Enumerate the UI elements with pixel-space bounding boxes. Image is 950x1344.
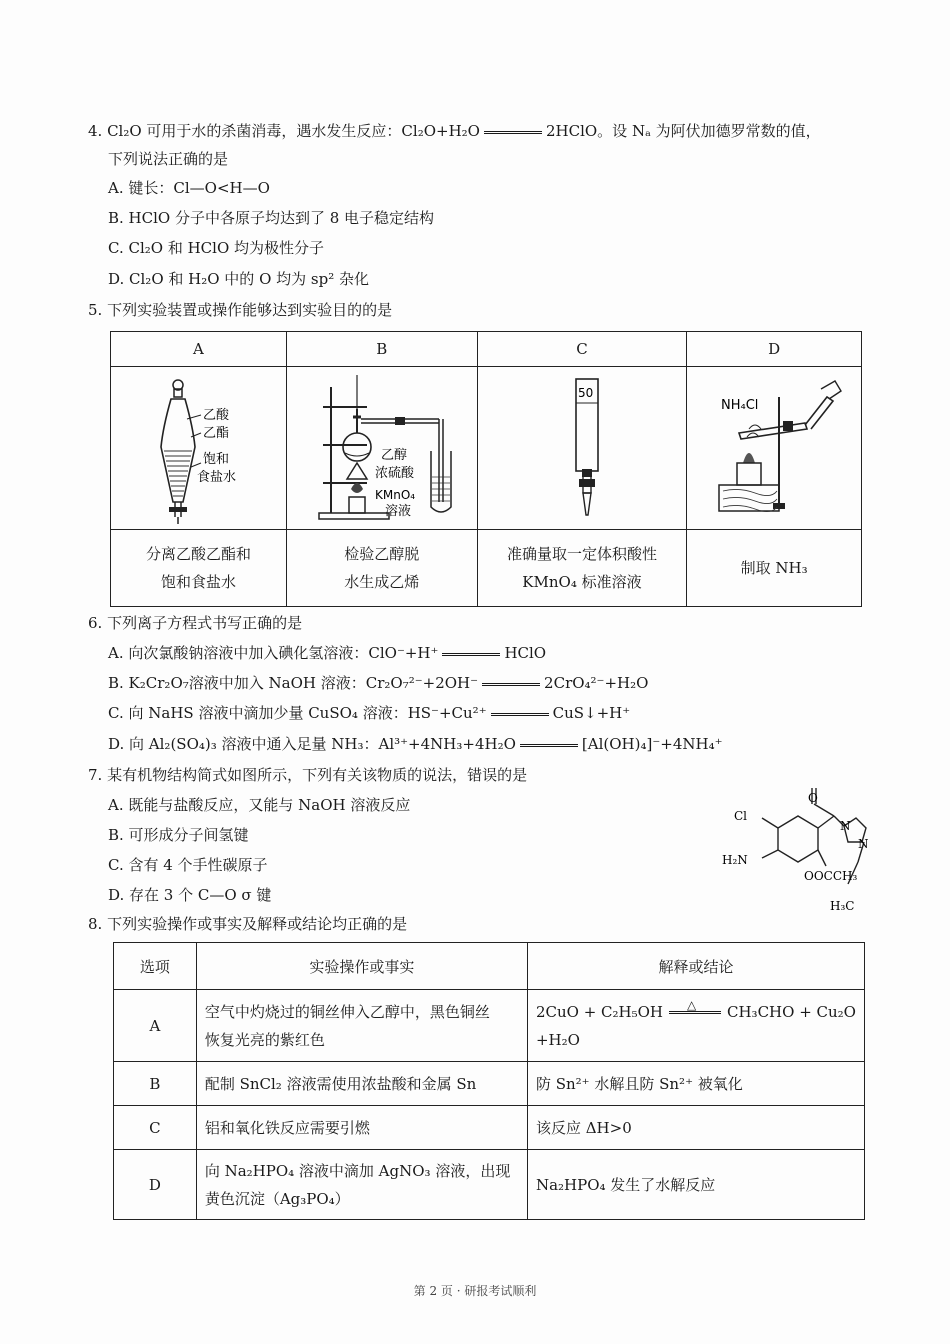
label-acetic-acid: 乙酸 — [203, 408, 230, 423]
q5-header-d: D — [687, 332, 862, 367]
q8-header-option: 选项 — [114, 943, 197, 990]
delta-symbol: △ — [687, 998, 697, 1012]
q5-apparatus-b — [286, 367, 477, 530]
group-nh2: H₂N — [722, 853, 748, 867]
q8-header-operation: 实验操作或事实 — [196, 943, 527, 990]
q8-stem: 8. 下列实验操作或事实及解释或结论均正确的是 — [88, 915, 408, 933]
page-footer: 第 2 页 · 研报考试顺利 — [413, 1284, 537, 1298]
label-kmno4: KMnO₄ — [374, 488, 415, 502]
atom-n1: N — [840, 819, 851, 833]
q8-a-op-line1: 空气中灼烧过的铜丝伸入乙醇中，黑色铜丝 — [204, 1002, 490, 1021]
q6-c-left: C. 向 NaHS 溶液中滴加少量 CuSO₄ 溶液：HS⁻+Cu²⁺ — [108, 704, 487, 722]
caption-b-line1: 检验乙醇脱 — [344, 545, 420, 563]
q5-caption-d — [687, 530, 862, 607]
q4-option-c: C. Cl₂O 和 HClO 均为极性分子 — [108, 239, 325, 257]
caption-a-line1: 分离乙酸乙酯和 — [145, 545, 251, 563]
q7-option-d: D. 存在 3 个 C—O σ 键 — [108, 886, 272, 904]
q8-row-a-label: A — [114, 990, 197, 1062]
label-solution: 溶液 — [384, 504, 411, 519]
q8-d-op-line2: 黄色沉淀（Ag₃PO₄） — [204, 1189, 350, 1208]
molecule-structure — [716, 788, 876, 918]
q8-row-a-conclusion — [527, 990, 864, 1062]
q6-option-b — [108, 672, 648, 694]
q6-d-right: [Al(OH)₄]⁻+4NH₄⁺ — [581, 735, 723, 753]
equals-arrow — [482, 683, 540, 686]
q8-row-c-op: 铝和氧化铁反应需要引燃 — [196, 1106, 527, 1150]
equals-arrow — [520, 744, 578, 747]
q6-option-c — [108, 702, 630, 724]
q5-apparatus-d — [687, 367, 862, 530]
ammonia-prep-diagram — [689, 367, 859, 525]
atom-n2: N — [858, 837, 869, 851]
label-scale-50: 50 — [577, 386, 594, 400]
equals-arrow — [484, 131, 542, 134]
q8-row-d-op — [196, 1150, 527, 1220]
q8-table — [113, 942, 865, 1220]
q8-row-c-conclusion: 该反应 ΔH>0 — [527, 1106, 864, 1150]
q4-option-b: B. HClO 分子中各原子均达到了 8 电子稳定结构 — [108, 209, 435, 227]
q5-apparatus-c — [477, 367, 687, 530]
q5-stem: 5. 下列实验装置或操作能够达到实验目的的是 — [88, 301, 393, 319]
q6-d-left: D. 向 Al₂(SO₄)₃ 溶液中通入足量 NH₃：Al³⁺+4NH₃+4H₂O — [108, 735, 516, 753]
q6-option-a — [108, 642, 546, 664]
q6-a-left: A. 向次氯酸钠溶液中加入碘化氢溶液：ClO⁻+H⁺ — [108, 644, 439, 662]
q8-d-op-line1: 向 Na₂HPO₄ 溶液中滴加 AgNO₃ 溶液，出现 — [204, 1161, 511, 1180]
equals-arrow — [491, 713, 549, 716]
atom-o: O — [808, 791, 818, 805]
q8-row-d-label: D — [114, 1150, 197, 1220]
q8-row-b-conclusion: 防 Sn²⁺ 水解且防 Sn²⁺ 被氧化 — [527, 1062, 864, 1106]
caption-c-line2: KMnO₄ 标准溶液 — [522, 573, 642, 591]
burette-diagram — [482, 367, 682, 525]
heat-arrow — [669, 998, 721, 1014]
caption-a-line2: 饱和食盐水 — [160, 573, 236, 591]
q6-stem: 6. 下列离子方程式书写正确的是 — [88, 614, 303, 632]
q8-row-d-conclusion: Na₂HPO₄ 发生了水解反应 — [527, 1150, 864, 1220]
atom-cl: Cl — [734, 809, 748, 823]
group-ch3: H₃C — [830, 899, 855, 913]
q5-header-a: A — [111, 332, 287, 367]
q8-a-equation — [536, 998, 856, 1026]
caption-b-line2: 水生成乙烯 — [344, 573, 420, 591]
equals-arrow — [442, 653, 500, 656]
q7-stem: 7. 某有机物结构简式如图所示，下列有关该物质的说法，错误的是 — [88, 766, 528, 784]
q6-a-right: HClO — [504, 644, 547, 662]
label-saturated: 饱和 — [203, 452, 230, 467]
q5-caption-c — [477, 530, 687, 607]
label-ethanol: 乙醇 — [380, 448, 407, 463]
q8-row-b-op: 配制 SnCl₂ 溶液需使用浓盐酸和金属 Sn — [196, 1062, 527, 1106]
label-ester: 乙酯 — [203, 426, 230, 441]
q4-option-d: D. Cl₂O 和 H₂O 中的 O 均为 sp² 杂化 — [108, 270, 369, 288]
q8-row-b-label: B — [114, 1062, 197, 1106]
q8-a-eq-left: 2CuO + C₂H₅OH — [535, 1002, 663, 1021]
q5-caption-b — [286, 530, 477, 607]
q6-option-d — [108, 733, 723, 755]
q6-b-left: B. K₂Cr₂O₇溶液中加入 NaOH 溶液：Cr₂O₇²⁻+2OH⁻ — [108, 674, 479, 692]
label-nh4cl: NH₄Cl — [721, 398, 759, 413]
q8-row-a-op — [196, 990, 527, 1062]
q5-table — [110, 331, 862, 607]
q4-stem-part1: 4. Cl₂O 可用于水的杀菌消毒，遇水发生反应：Cl₂O+H₂O — [88, 122, 480, 140]
q8-a-eq-line2: +H₂O — [535, 1030, 580, 1049]
ethylene-test-diagram — [289, 367, 475, 525]
q5-header-b: B — [286, 332, 477, 367]
q5-apparatus-a — [111, 367, 287, 530]
q4-stem — [88, 120, 821, 142]
q8-header-conclusion: 解释或结论 — [527, 943, 864, 990]
q5-header-c: C — [477, 332, 687, 367]
q8-row-c-label: C — [114, 1106, 197, 1150]
q4-stem-line2: 下列说法正确的是 — [108, 150, 229, 168]
caption-d-line1: 制取 NH₃ — [740, 559, 808, 577]
q8-a-op-line2: 恢复光亮的紫红色 — [204, 1030, 325, 1049]
q7-option-b: B. 可形成分子间氢键 — [108, 826, 249, 844]
q6-b-right: 2CrO₄²⁻+H₂O — [544, 674, 649, 692]
label-brine: 食盐水 — [197, 470, 237, 485]
label-sulfuric-acid: 浓硫酸 — [374, 466, 414, 481]
group-ester: OOCCH₃ — [804, 869, 858, 883]
q4-stem-part2: 2HClO。设 Nₐ 为阿伏加德罗常数的值， — [545, 122, 821, 140]
caption-c-line1: 准确量取一定体积酸性 — [506, 545, 657, 563]
q5-caption-a — [111, 530, 287, 607]
q8-a-eq-right: CH₃CHO + Cu₂O — [727, 1002, 856, 1021]
q4-option-a: A. 键长：Cl—O<H—O — [108, 179, 270, 197]
separatory-funnel-diagram — [113, 367, 283, 525]
q7-option-a: A. 既能与盐酸反应，又能与 NaOH 溶液反应 — [108, 796, 411, 814]
q6-c-right: CuS↓+H⁺ — [552, 704, 631, 722]
q7-option-c: C. 含有 4 个手性碳原子 — [108, 856, 268, 874]
